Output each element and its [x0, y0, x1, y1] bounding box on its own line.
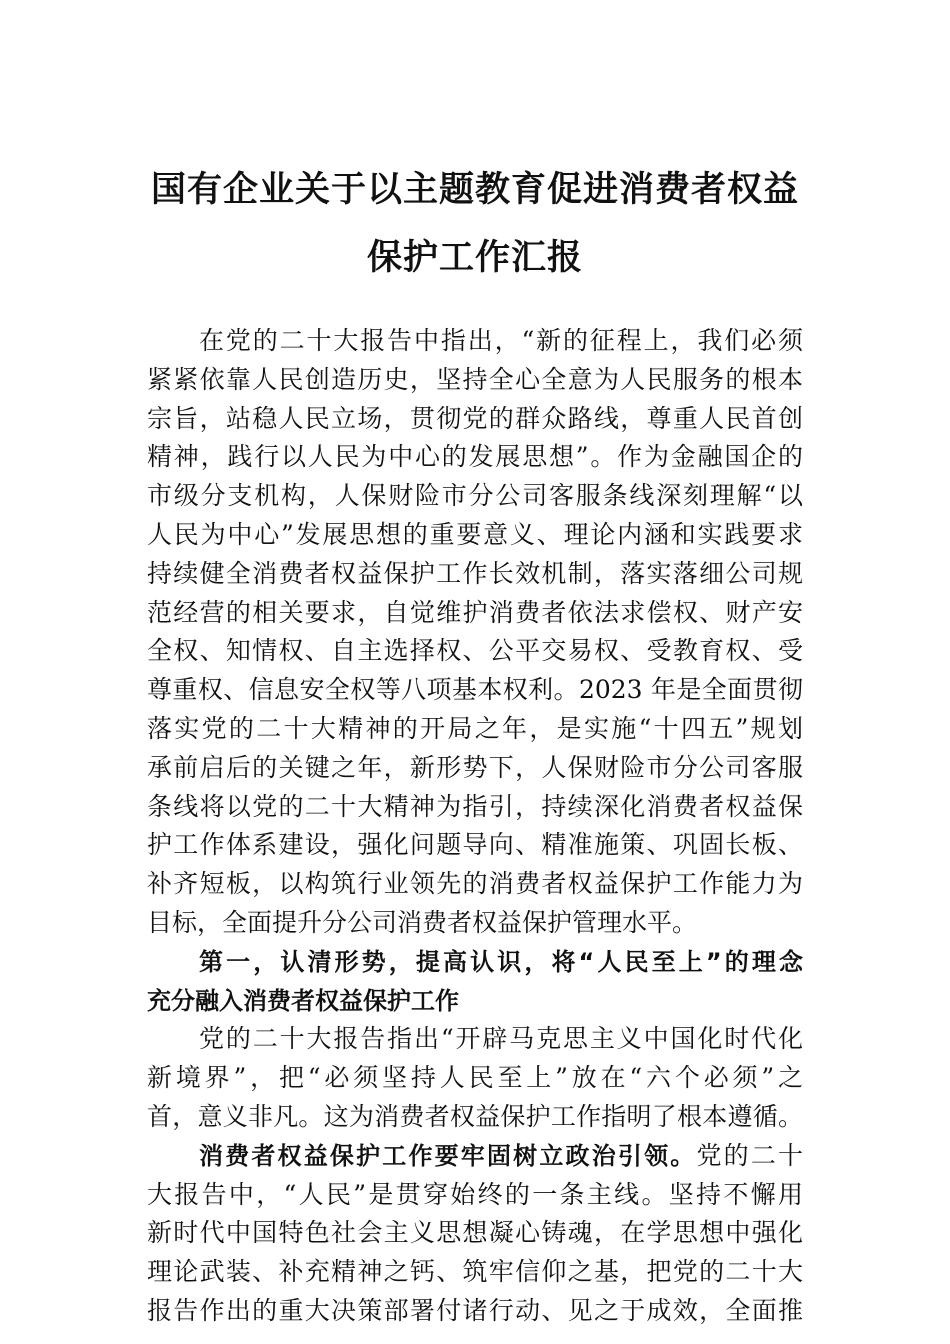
document-title-line-2: 保护工作汇报 [366, 238, 583, 278]
paragraph-1-line: 宗旨，站稳人民立场，贯彻党的群众路线，尊重人民首创 [147, 403, 803, 433]
section-heading-line: 充分融入消费者权益保护工作 [147, 986, 459, 1015]
paragraph-3-line: 报告作出的重大决策部署付诸行动、见之于成效，全面推 [147, 1295, 803, 1325]
paragraph-3-line: 新时代中国特色社会主义思想凝心铸魂，在学思想中强化 [147, 1218, 803, 1248]
document-title-line-1: 国有企业关于以主题教育促进消费者权益 [150, 170, 799, 210]
document-body [147, 322, 803, 1331]
paragraph-2-line: 党的二十大报告指出“开辟马克思主义中国化时代化 [199, 1024, 803, 1054]
section-heading-line: 第一，认清形势，提高认识，将“人民至上”的理念 [199, 947, 803, 976]
paragraph-3-bold-lead: 消费者权益保护工作要牢固树立政治引领。 [199, 1141, 697, 1170]
paragraph-3-lead-rest: 党的二十 [696, 1140, 803, 1170]
paragraph-3-lead-line [147, 1137, 803, 1176]
paragraph-1-line: 在党的二十大报告中指出，“新的征程上，我们必须 [199, 326, 803, 355]
paragraph-1-line: 落实党的二十大精神的开局之年，是实施“十四五”规划 [147, 713, 803, 743]
paragraph-1-line: 尊重权、信息安全权等八项基本权利。2023 年是全面贯彻 [147, 675, 803, 705]
paragraph-3-line: 大报告中，“人民”是贯穿始终的一条主线。坚持不懈用 [147, 1179, 803, 1209]
paragraph-3-line: 理论武装、补充精神之钙、筑牢信仰之基，把党的二十大 [147, 1257, 803, 1287]
paragraph-1-line: 持续健全消费者权益保护工作长效机制，落实落细公司规 [147, 558, 803, 588]
paragraph-1-line: 市级分支机构，人保财险市分公司客服条线深刻理解“以 [147, 481, 803, 511]
paragraph-1-line: 护工作体系建设，强化问题导向、精准施策、巩固长板、 [147, 830, 803, 860]
paragraph-1-line: 紧紧依靠人民创造历史，坚持全心全意为人民服务的根本 [147, 364, 803, 394]
paragraph-1-line: 条线将以党的二十大精神为指引，持续深化消费者权益保 [147, 791, 803, 821]
paragraph-1-line: 补齐短板，以构筑行业领先的消费者权益保护工作能力为 [147, 869, 803, 899]
paragraph-1-line: 全权、知情权、自主选择权、公平交易权、受教育权、受 [147, 636, 803, 666]
paragraph-1-line: 范经营的相关要求，自觉维护消费者依法求偿权、财产安 [147, 597, 803, 627]
paragraph-1-line: 目标，全面提升分公司消费者权益保护管理水平。 [147, 907, 698, 937]
paragraph-1-line: 精神，践行以人民为中心的发展思想”。作为金融国企的 [147, 442, 803, 472]
paragraph-2-line: 首，意义非凡。这为消费者权益保护工作指明了根本遵循。 [147, 1101, 803, 1131]
paragraph-1-line: 承前启后的关键之年，新形势下，人保财险市分公司客服 [147, 752, 803, 782]
paragraph-1-line: 人民为中心”发展思想的重要意义、理论内涵和实践要求 [147, 519, 803, 549]
paragraph-2-line: 新境界”，把“必须坚持人民至上”放在“六个必须”之 [147, 1063, 803, 1093]
